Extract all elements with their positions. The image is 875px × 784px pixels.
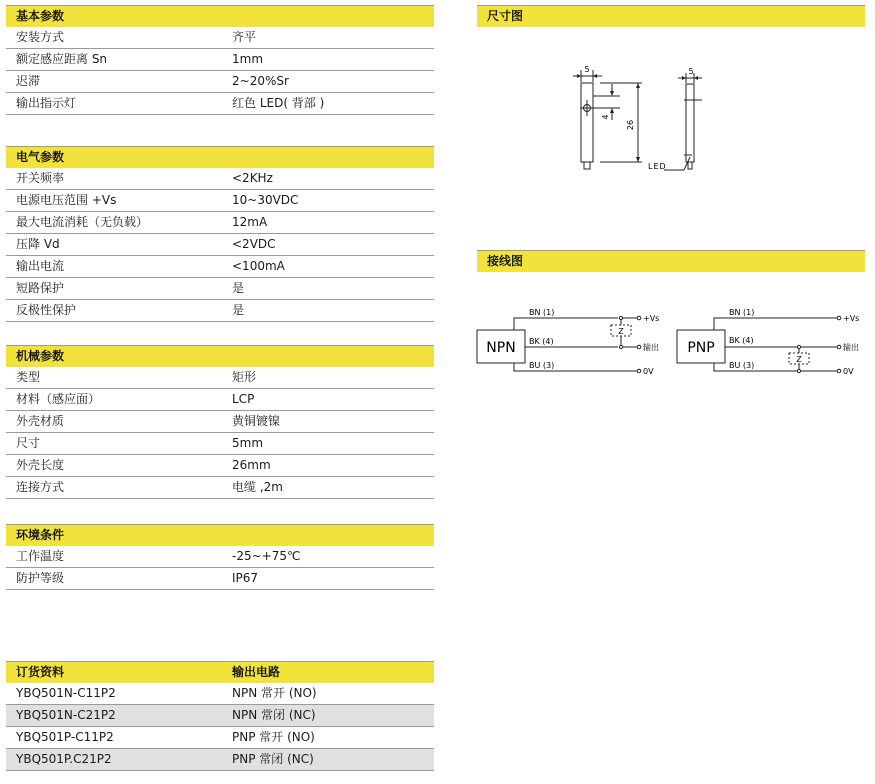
npn-vs-label: +Vs: [643, 314, 660, 323]
param-name: 尺寸: [16, 436, 41, 450]
table-row: [6, 93, 434, 115]
table-row: [6, 49, 434, 71]
param-name: 工作温度: [16, 549, 65, 563]
dimension-section-title: 尺寸图: [477, 5, 865, 27]
table-row: [6, 278, 434, 300]
model-code: YBQ501N-C21P2: [16, 708, 116, 722]
ordering-col-circuit: 输出电路: [232, 665, 281, 679]
param-name: 外壳材质: [16, 414, 65, 428]
param-name: 开关频率: [16, 171, 65, 185]
param-value: 是: [232, 303, 245, 317]
param-value: 红色 LED( 背部 ): [232, 96, 325, 110]
width-label: 5: [584, 65, 590, 74]
table-row: [6, 546, 434, 568]
param-name: 类型: [16, 370, 41, 384]
param-value: LCP: [232, 392, 255, 406]
table-row: [6, 727, 434, 749]
param-value: <2VDC: [232, 237, 276, 251]
param-value: 齐平: [232, 30, 257, 44]
npn-bn-label: BN (1): [529, 308, 555, 317]
param-name: 安装方式: [16, 30, 65, 44]
param-value: 是: [232, 281, 245, 295]
dimension-drawing: [560, 60, 720, 180]
table-row: [6, 705, 434, 727]
param-value: 电缆 ,2m: [232, 480, 283, 494]
sensor-body-side: [686, 84, 694, 162]
param-value: 26mm: [232, 458, 271, 472]
param-value: <100mA: [232, 259, 285, 273]
table-row: [6, 749, 434, 771]
environment-section-title: 环境条件: [6, 524, 434, 546]
param-name: 材料（感应面）: [16, 392, 101, 406]
model-code: YBQ501P-C11P2: [16, 730, 114, 744]
npn-wiring-diagram: [476, 303, 676, 383]
param-name: 连接方式: [16, 480, 65, 494]
param-name: 输出电流: [16, 259, 65, 273]
param-value: 1mm: [232, 52, 264, 66]
param-value: 5mm: [232, 436, 264, 450]
param-value: 2~20%Sr: [232, 74, 289, 88]
model-code: YBQ501N-C11P2: [16, 686, 116, 700]
pnp-bk-label: BK (4): [729, 336, 754, 345]
ordering-col-model: 订货资料: [16, 665, 65, 679]
param-name: 输出指示灯: [16, 96, 77, 110]
ordering-header: [6, 661, 434, 683]
basic-section-title: 基本参数: [6, 5, 434, 27]
param-name: 额定感应距离 Sn: [16, 52, 108, 66]
table-row: [6, 168, 434, 190]
table-row: [6, 411, 434, 433]
npn-load-label: Z: [618, 327, 624, 336]
sensor-cable-front: [584, 162, 590, 169]
npn-bk-label: BK (4): [529, 337, 554, 346]
pnp-0v-label: 0V: [843, 367, 854, 376]
width-label-side: 5: [688, 67, 694, 76]
output-circuit: NPN 常开 (NO): [232, 686, 317, 700]
table-row: [6, 212, 434, 234]
pnp-out-label: 输出: [843, 343, 859, 352]
param-name: 反极性保护: [16, 303, 77, 317]
npn-label: NPN: [486, 340, 516, 356]
npn-bu-label: BU (3): [529, 361, 555, 370]
param-value: 12mA: [232, 215, 268, 229]
param-value: -25~+75℃: [232, 549, 301, 563]
table-row: [6, 455, 434, 477]
param-value: 黄铜镀镍: [232, 414, 281, 428]
pnp-vs-label: +Vs: [843, 314, 860, 323]
param-name: 防护等级: [16, 571, 65, 585]
model-code: YBQ501P.C21P2: [16, 752, 112, 766]
npn-out-label: 输出: [643, 343, 659, 352]
output-circuit: PNP 常闭 (NC): [232, 752, 314, 766]
wiring-section-title: 接线图: [477, 250, 865, 272]
sensor-body-front: [581, 83, 593, 162]
npn-0v-label: 0V: [643, 367, 654, 376]
table-row: [6, 71, 434, 93]
param-value: 10~30VDC: [232, 193, 299, 207]
mechanical-section-title: 机械参数: [6, 345, 434, 367]
output-circuit: PNP 常开 (NO): [232, 730, 315, 744]
led-label: LED: [648, 162, 667, 171]
table-row: [6, 477, 434, 499]
table-row: [6, 27, 434, 49]
pnp-wiring-diagram: [676, 303, 872, 383]
table-row: [6, 568, 434, 590]
table-row: [6, 234, 434, 256]
pnp-label: PNP: [687, 340, 715, 356]
gap-label: 4: [601, 114, 610, 120]
table-row: [6, 389, 434, 411]
table-row: [6, 190, 434, 212]
param-name: 电源电压范围 +Vs: [16, 193, 117, 207]
table-row: [6, 683, 434, 705]
table-row: [6, 367, 434, 389]
output-circuit: NPN 常闭 (NC): [232, 708, 316, 722]
param-value: IP67: [232, 571, 259, 585]
table-row: [6, 300, 434, 322]
table-row: [6, 433, 434, 455]
pnp-bu-label: BU (3): [729, 361, 755, 370]
length-label: 26: [626, 119, 635, 131]
pnp-bn-label: BN (1): [729, 308, 755, 317]
param-name: 压降 Vd: [16, 237, 60, 251]
param-name: 外壳长度: [16, 458, 65, 472]
param-name: 短路保护: [16, 281, 65, 295]
table-row: [6, 256, 434, 278]
param-name: 最大电流消耗（无负载）: [16, 215, 149, 229]
electrical-section-title: 电气参数: [6, 146, 434, 168]
param-value: 矩形: [232, 370, 257, 384]
pnp-load-label: Z: [796, 355, 802, 364]
param-name: 迟滞: [16, 74, 41, 88]
param-value: <2KHz: [232, 171, 273, 185]
